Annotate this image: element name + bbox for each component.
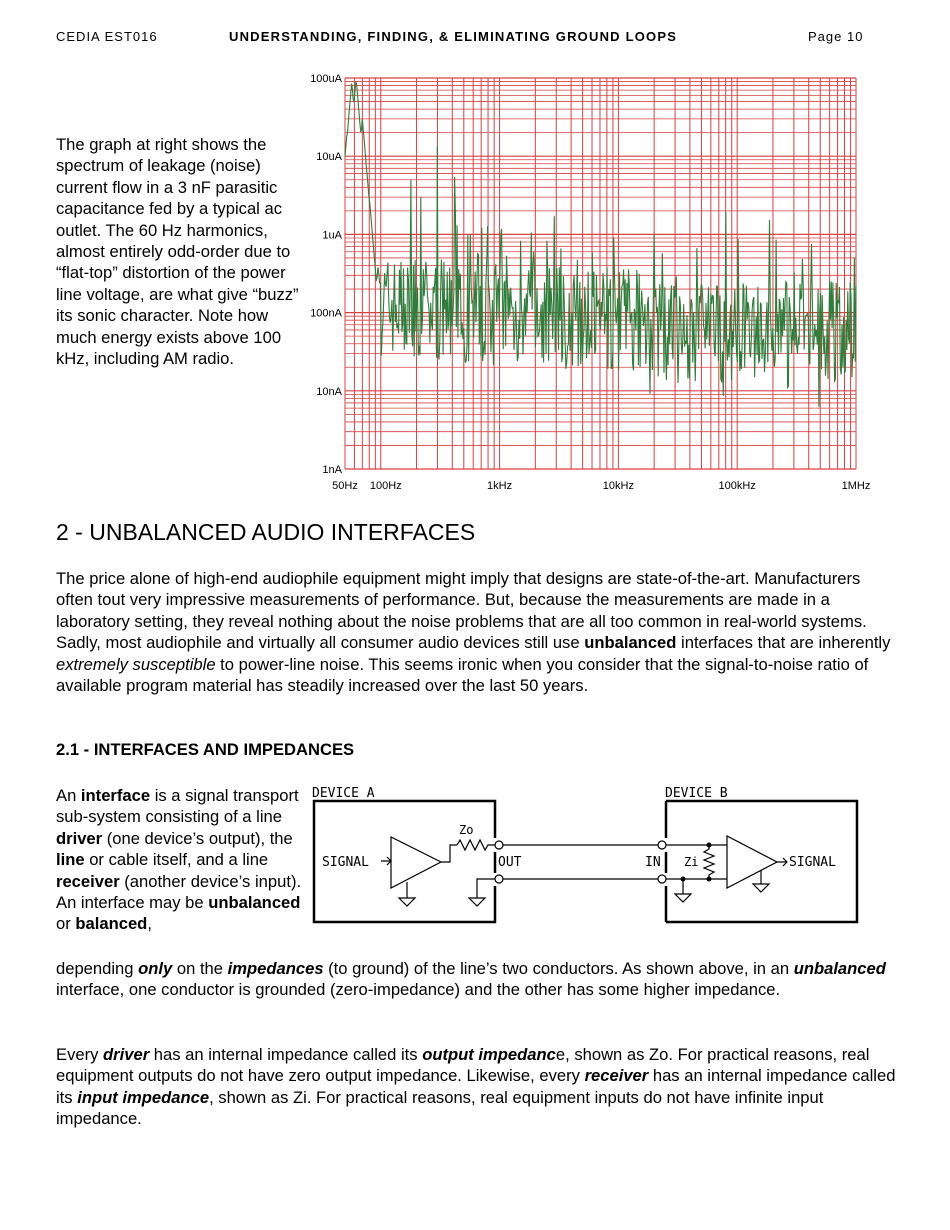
- ground-icon: [753, 884, 769, 892]
- text-run-bold: unbalanced: [208, 893, 301, 913]
- subsection-heading: 2.1 - INTERFACES AND IMPEDANCES: [56, 740, 355, 759]
- out-terminal-icon: [495, 841, 503, 849]
- text-run: An: [56, 786, 81, 805]
- signal-arrow-icon: [777, 858, 787, 866]
- signal-in-label: SIGNAL: [322, 855, 369, 870]
- intro-paragraph: The graph at right shows the spectrum of leakage (noise) current flow in a 3 nF parasitic capacitance fed by a typical ac outlet. The 60 Hz harmonics, almost entirely odd-order due to “flat-top” distortion of the power line voltage, are what give “buzz” its sonic character. Note how much energy exists above 100 kHz, including AM radio.: [56, 135, 299, 369]
- text-run: (to ground) of the line’s two conductors. As shown above, in an: [323, 959, 794, 978]
- header-doc-id: CEDIA EST016: [56, 29, 158, 44]
- receiver-amplifier-icon: [727, 836, 777, 888]
- y-tick-label: 10nA: [316, 385, 342, 398]
- text-run-bold: unbalanced: [584, 633, 677, 653]
- text-run: ,: [147, 914, 152, 934]
- text-run: interface, one conductor is grounded (zero-impedance) and the other has some higher impedance.: [56, 980, 781, 1000]
- header-page-number: Page 10: [808, 29, 864, 44]
- text-run: (one device’s output), the: [102, 828, 293, 848]
- driver-amplifier-icon: [391, 837, 441, 888]
- text-run-bold-italic: driver: [103, 1045, 150, 1064]
- text-run: has an internal impedance called its: [149, 1045, 423, 1064]
- text-run: on the: [172, 959, 228, 978]
- chart-series: [345, 83, 856, 407]
- text-run: Every: [56, 1045, 104, 1064]
- text-run: The price alone of high-end audiophile equipment might imply that designs are state-of-the-art. Manufacturers often tout very impressive measurements of performance. But, because the measurements are made in a laboratory setting, they reveal nothing about the noise problems that are all too common in real-world systems. Sadly, most audiophile and virtually all consumer audio devices still use: [56, 569, 867, 653]
- text-run-bold: interface: [80, 786, 151, 805]
- text-run-bold: balanced: [75, 914, 148, 934]
- text-run-bold-italic: output impedanc: [422, 1045, 556, 1064]
- text-run-italic: extremely susceptible: [56, 654, 216, 674]
- text-run-bold: driver: [56, 828, 103, 848]
- text-run-bold-italic: unbalanced: [793, 959, 886, 978]
- ground-icon: [675, 894, 691, 902]
- driver-output-wire: [441, 845, 457, 862]
- text-run-bold-italic: input impedance: [77, 1087, 210, 1107]
- text-run: is a signal transport sub-system consisting of a line: [56, 786, 299, 827]
- text-run-bold-italic: receiver: [584, 1066, 649, 1086]
- out-ground-terminal-icon: [495, 875, 503, 883]
- y-tick-label: 10uA: [316, 151, 342, 164]
- paragraph-interface-definition: [56, 785, 306, 935]
- text-run-bold-italic: impedances: [227, 959, 324, 978]
- text-run: or cable itself, and a line: [84, 850, 269, 870]
- text-run-bold: receiver: [56, 871, 120, 891]
- x-tick-label: 10kHz: [602, 480, 634, 492]
- output-resistor-icon: [457, 840, 495, 850]
- text-run: to power-line noise. This seems ironic when you consider that the signal-to-noise ratio of available program material has steadily increased over the last 50 years.: [56, 654, 869, 696]
- y-tick-label: 1uA: [322, 229, 342, 242]
- paragraph-driver-receiver: [56, 1044, 896, 1130]
- unbalanced-interface-diagram: [305, 780, 865, 930]
- x-tick-label: 1kHz: [487, 480, 513, 492]
- signal-out-label: SIGNAL: [789, 855, 836, 870]
- out-label: OUT: [498, 855, 522, 870]
- x-tick-label: 50Hz: [332, 480, 358, 492]
- x-tick-label: 1MHz: [841, 480, 870, 492]
- text-run: e, shown as Zo. For practical reasons, real equipment outputs do not have zero output impedance. Likewise, every: [56, 1045, 870, 1086]
- signal-arrow-icon: [381, 857, 391, 865]
- input-resistor-icon: [704, 845, 714, 879]
- ground-icon: [469, 898, 485, 906]
- text-run: depending: [56, 959, 139, 978]
- zi-label: Zi: [684, 855, 699, 869]
- series-line-leakage-current: [345, 83, 856, 407]
- text-run: , shown as Zi. For practical reasons, real equipment inputs do not have infinite input impedance.: [56, 1087, 824, 1129]
- text-run-bold: line: [56, 850, 85, 870]
- x-tick-label: 100Hz: [369, 480, 402, 492]
- y-tick-label: 1nA: [322, 464, 342, 476]
- paragraph-interface-impedance: [56, 958, 896, 1001]
- text-run-bold-italic: only: [138, 959, 173, 978]
- header-title: UNDERSTANDING, FINDING, & ELIMINATING GROUND LOOPS: [229, 29, 678, 44]
- text-run: (another device’s input). An interface may be: [56, 871, 302, 913]
- text-run: has an internal impedance called its: [56, 1066, 896, 1107]
- leakage-spectrum-chart: [300, 68, 870, 496]
- in-terminal-icon: [658, 841, 666, 849]
- paragraph-unbalanced-intro: [56, 568, 896, 696]
- y-tick-label: 100uA: [310, 73, 342, 85]
- in-ground-terminal-icon: [658, 875, 666, 883]
- text-run: interfaces that are inherently: [676, 633, 891, 653]
- text-run: or: [56, 914, 76, 934]
- zo-label: Zo: [459, 823, 474, 837]
- device-b-label: DEVICE B: [665, 786, 728, 801]
- section-heading: 2 - UNBALANCED AUDIO INTERFACES: [56, 519, 476, 545]
- device-a-label: DEVICE A: [312, 786, 375, 801]
- in-label: IN: [645, 855, 661, 870]
- ground-icon: [399, 898, 415, 906]
- y-tick-label: 100nA: [310, 307, 342, 320]
- x-tick-label: 100kHz: [718, 480, 756, 492]
